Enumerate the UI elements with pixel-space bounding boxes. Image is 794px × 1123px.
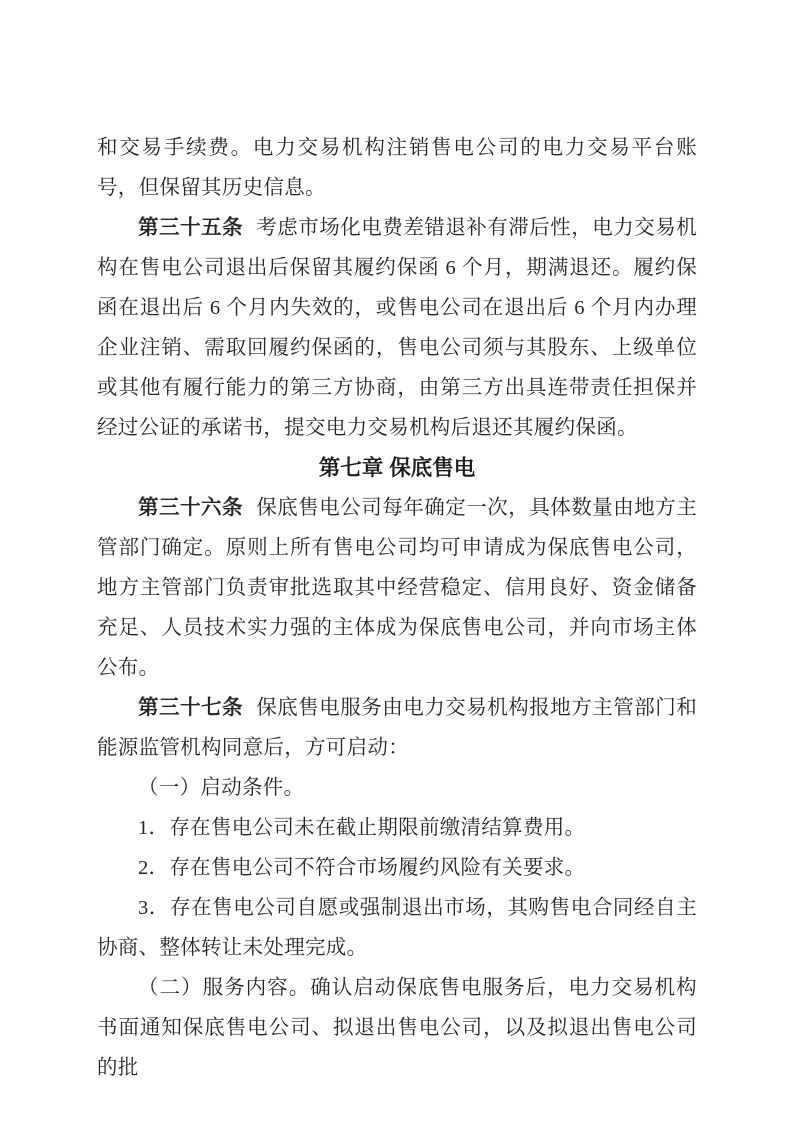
- article-36-text: 保底售电公司每年确定一次，具体数量由地方主管部门确定。原则上所有售电公司均可申请成为保底售电公司，地方主管部门负责审批选取其中经营稳定、信用良好、资金储备充足、人员技术实力强的主体成为保底售电公司，并向市场主体公布。: [97, 497, 697, 679]
- paragraph-continuation: 和交易手续费。电力交易机构注销售电公司的电力交易平台账号，但保留其历史信息。: [97, 137, 697, 199]
- list-item-1-3: 3．存在售电公司自愿或强制退出市场，其购售电合同经自主协商、整体转让未处理完成。: [97, 897, 697, 959]
- list-item-1-head: （一）启动条件。: [138, 777, 305, 799]
- article-35-text: 考虑市场化电费差错退补有滞后性，电力交易机构在售电公司退出后保留其履约保函 6 个月，期满退还。履约保函在退出后 6 个月内失效的，或售电公司在退出后 6 个月内办理企业注销、需取回履约保函的，售电公司须与其股东、上级单位或其他有履行能力的第三方协商，由第三方出具连带责任担保并经过公证的承诺书，提交电力交易机构后退还其履约保函。: [97, 217, 697, 439]
- list-item-2-head: （二）服务内容。确认启动保底售电服务后，电力交易机构书面通知保底售电公司、拟退出售电公司，以及拟退出售电公司的批: [97, 977, 697, 1079]
- article-37-label: 第三十七条: [138, 697, 243, 719]
- paragraph-article-37: [97, 688, 697, 768]
- list-item-1-1: 1．存在售电公司未在截止期限前缴清结算费用。: [138, 817, 586, 839]
- paragraph-article-36: [97, 488, 697, 688]
- document-content: [97, 128, 697, 1088]
- article-36-label: 第三十六条: [138, 497, 243, 519]
- paragraph-article-35: [97, 208, 697, 448]
- chapter-7-heading: 第七章 保底售电: [318, 456, 476, 480]
- list-item-1-2: 2．存在售电公司不符合市场履约风险有关要求。: [138, 857, 586, 879]
- article-35-label: 第三十五条: [138, 217, 243, 239]
- article-37-text: 保底售电服务由电力交易机构报地方主管部门和能源监管机构同意后，方可启动：: [97, 697, 697, 759]
